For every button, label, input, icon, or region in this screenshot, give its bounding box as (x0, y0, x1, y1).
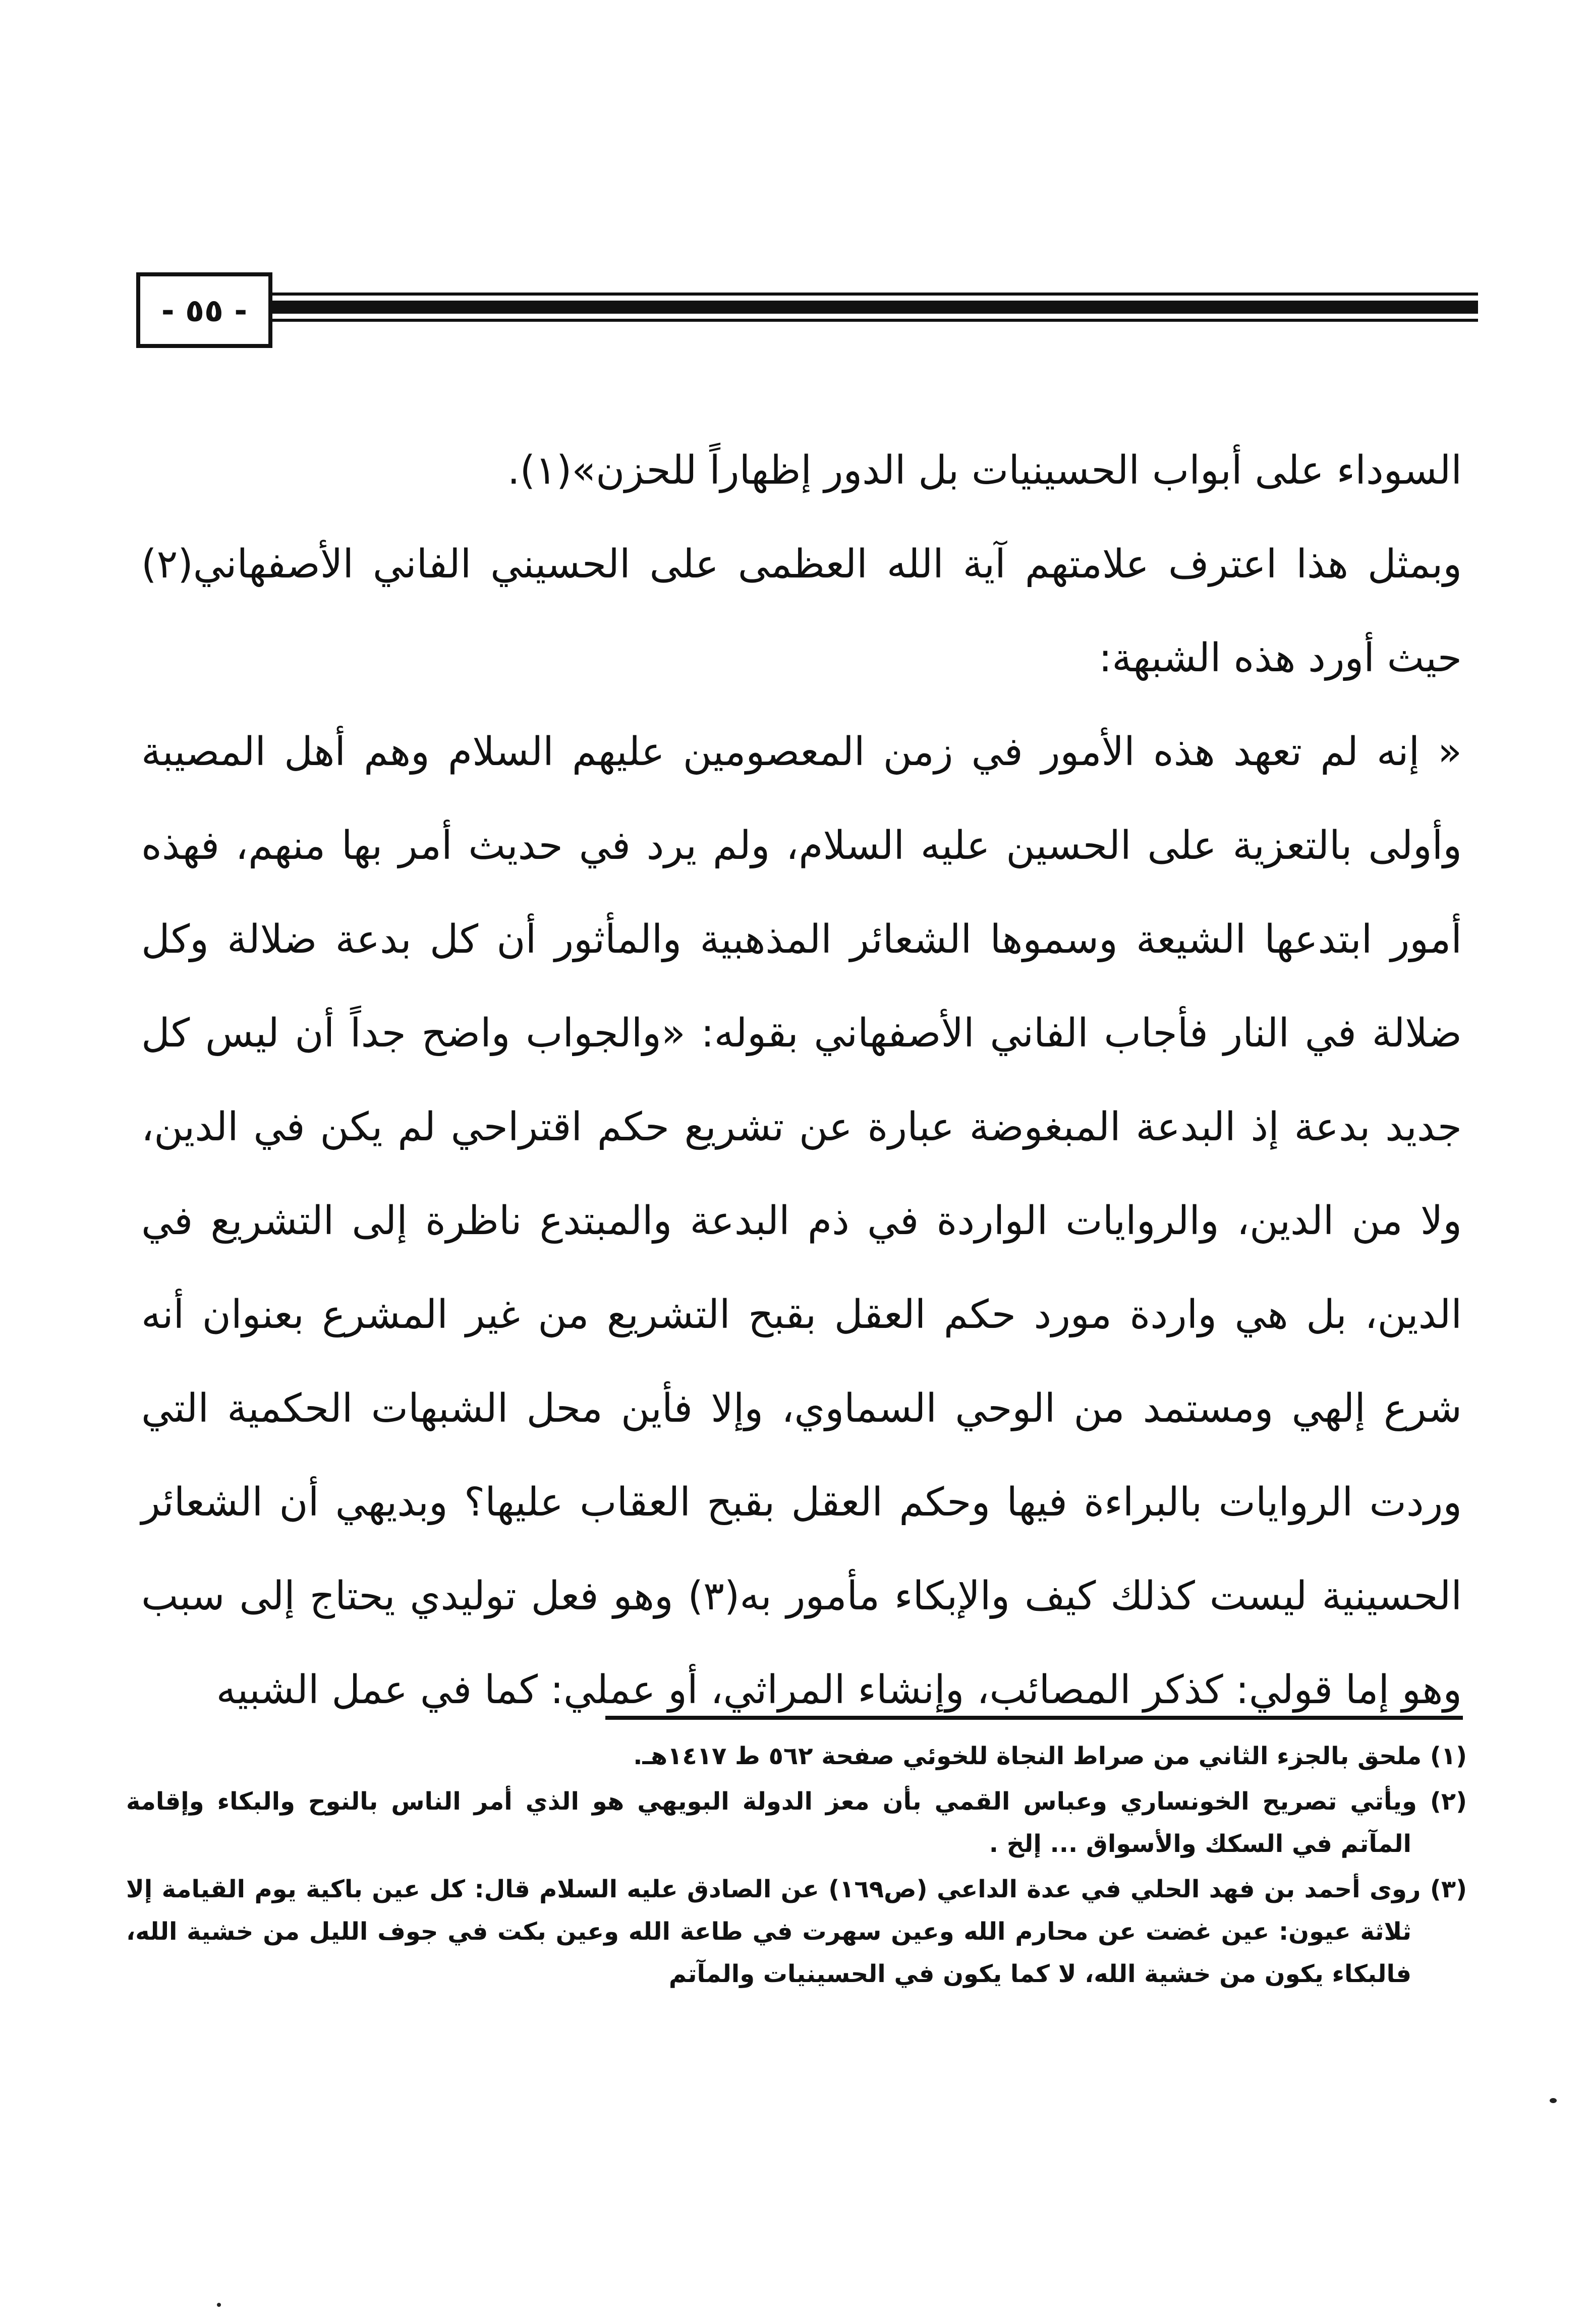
paragraph-2: وبمثل هذا اعترف علامتهم آية الله العظمى على الحسيني الفاني الأصفهاني(٢) حيث أورد هذه الشبهة: (141, 542, 1462, 681)
page-number: - ٥٥ - (161, 292, 248, 329)
footnote-2: (٢) ويأتي تصريح الخونساري وعباس القمي بأن معز الدولة البويهي هو الذي أمر الناس بالنوح والبكاء وإقامة المآتم في السكك والأسواق ... إلخ . (126, 1787, 1467, 1858)
scan-speck (1550, 2098, 1557, 2103)
main-text (141, 424, 1462, 1737)
paragraph-3: « إنه لم تعهد هذه الأمور في زمن المعصومين عليهم السلام وهم أهل المصيبة وأولى بالتعزية على الحسين عليه السلام، ولم يرد في حديث أمر بها منهم، فهذه أمور ابتدعها الشيعة وسموها الشعائر المذهبية والمأثور أن كل بدعة ضلالة وكل ضلالة في النار فأجاب الفاني الأصفهاني بقوله: «والجواب واضح جداً أن ليس كل جديد بدعة إذ البدعة المبغوضة عبارة عن تشريع حكم اقتراحي لم يكن في الدين، ولا من الدين، والروايات الواردة في ذم البدعة والمبتدع ناظرة إلى التشريع في الدين، بل هي واردة مورد حكم العقل بقبح التشريع من غير المشرع بعنوان أنه شرع إلهي ومستمد من الوحي السماوي، وإلا فأين محل الشبهات الحكمية التي وردت الروايات بالبراءة فيها وحكم العقل بقبح العقاب عليها؟ وبديهي أن الشعائر الحسينية ليست كذلك كيف والإبكاء مأمور به(٣) وهو فعل توليدي يحتاج إلى سبب وهو إما قولي: كذكر المصائب، وإنشاء المراثي، أو عملي: كما في عمل الشبيه (141, 729, 1462, 1713)
header-rule-thick (272, 301, 1478, 314)
scan-speck (217, 2303, 221, 2307)
footnotes (126, 1735, 1467, 1998)
footnote-separator (605, 1716, 1463, 1720)
paragraph-1: السوداء على أبواب الحسينيات بل الدور إظهاراً للحزن»(١). (507, 448, 1462, 493)
footnote-3: (٣) روى أحمد بن فهد الحلي في عدة الداعي (ص١٦٩) عن الصادق عليه السلام قال: كل عين باكية يوم القيامة إلا ثلاثة عيون: عين غضت عن محارم الله وعين سهرت في طاعة الله وعين بكت في جوف الليل من خشية الله، فالبكاء يكون من خشية الله، لا كما يكون في الحسينيات والمآتم (126, 1875, 1467, 1988)
footnote-1: (١) ملحق بالجزء الثاني من صراط النجاة للخوئي صفحة ٥٦٢ ط ١٤١٧هـ. (633, 1742, 1467, 1770)
page-number-box (136, 272, 272, 348)
header-rule-thin-top (272, 293, 1478, 296)
header-rule-thin-bottom (272, 319, 1478, 322)
page-header (136, 272, 1478, 353)
